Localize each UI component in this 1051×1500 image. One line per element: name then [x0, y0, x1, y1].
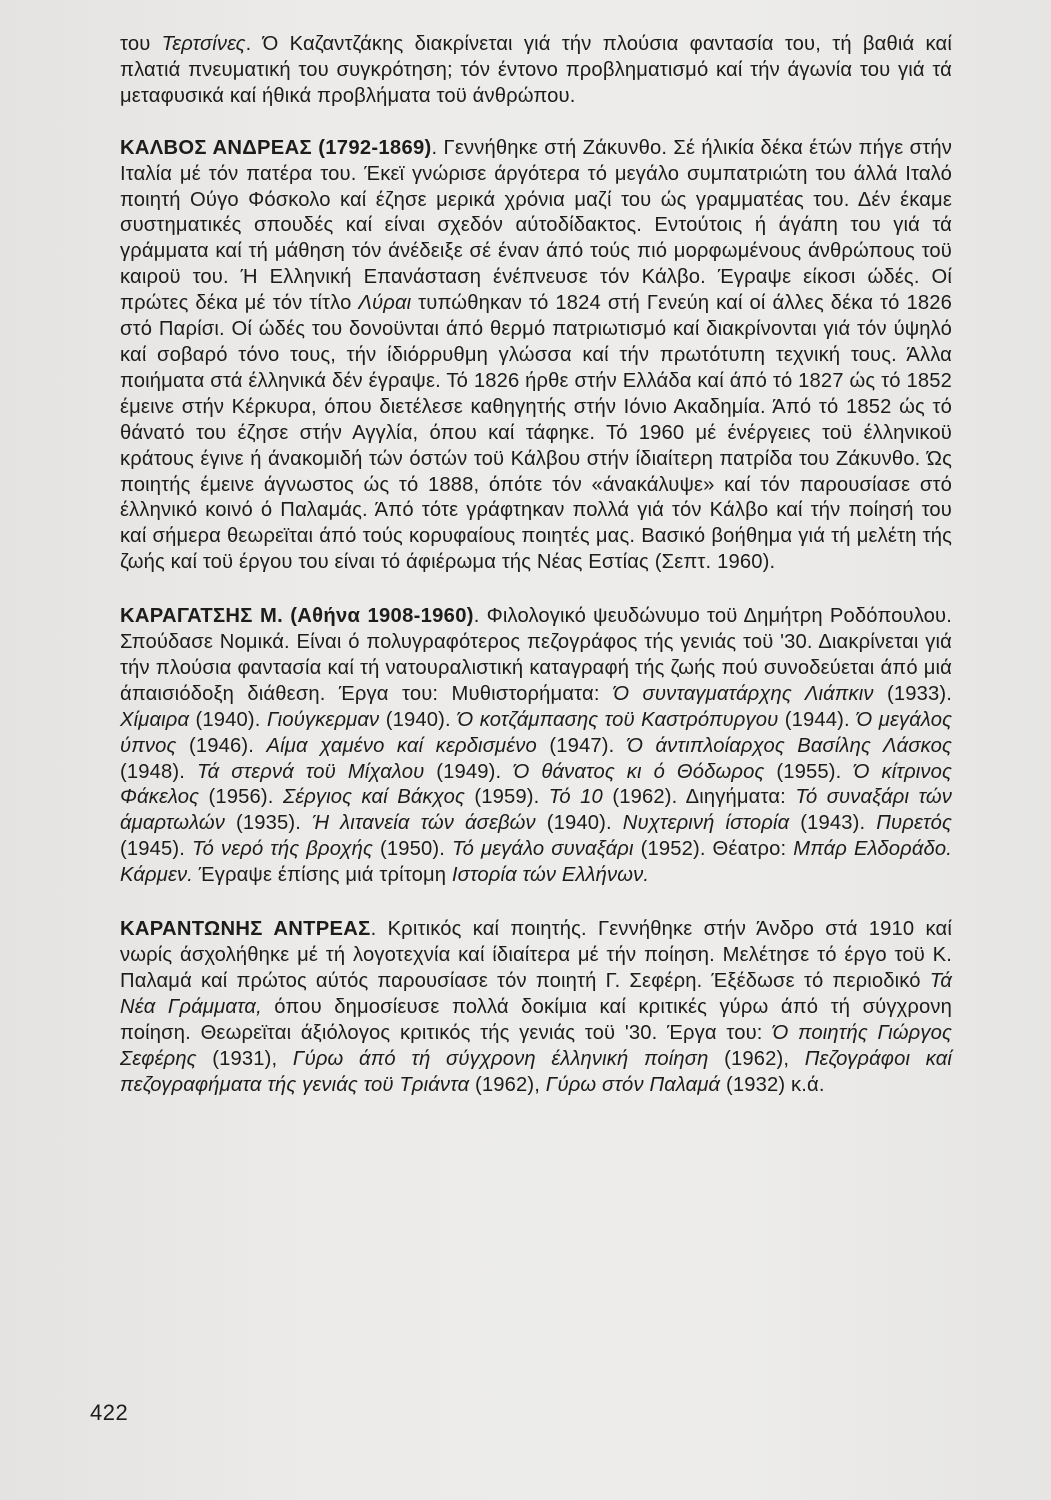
text-run: (1940). — [189, 708, 267, 731]
text-run: (1943). — [789, 812, 877, 835]
text-run: όπου δημοσίευσε πολλά δοκίμια καί κριτικές γύρω άπό τή σύγχρονη ποίηση. Θεωρεϊται άξιόλογος κριτικός τής γενιάς τοϋ '30. Έργα του: — [120, 995, 952, 1044]
text-run: . Γεννήθηκε στή Ζάκυνθο. Σέ ήλικία δέκα έτών πήγε στήν Ιταλία μέ τόν πατέρα του. Έκεϊ γνώρισε άργότερα τό μεγάλο συμπατριώτη του άλλά Ιταλό ποιητή Ούγο Φόσκολο καί έζησε μερικά χρόνια μαζί του ώς γραμματέας του. Δέν έκαμε συστηματικές σπουδές καί είναι σχεδόν αύτοδίδακτος. Εντούτοις ή άγάπη του γιά τά γράμματα καί τή μάθηση τόν άνέδειξε σέ έναν άπό τούς πιό μορφωμένους άνθρώπους τοϋ καιροϋ του. Ή Ελληνική Επανάσταση ένέπνευσε τόν Κάλβο. Έγραψε είκοσι ώδές. Οί πρώτες δέκα μέ τόν τίτλο — [120, 136, 953, 315]
text-run: του — [120, 33, 162, 55]
entry-karagatsis — [120, 604, 952, 889]
work-title: Ό ποιητής Γιώργος Σεφέρης — [120, 1021, 952, 1070]
work-title: Γιούγκερμαν — [266, 708, 380, 731]
text-run: (1959). — [464, 786, 549, 809]
work-title: Νυχτερινή ίστορία — [622, 812, 790, 835]
work-title: Ό κοτζάμπασης τοϋ Καστρόπυργου — [457, 708, 779, 731]
text-run: (1945). — [120, 838, 192, 861]
text-run: (1962), — [469, 1073, 546, 1096]
work-title: Λύραι — [358, 292, 412, 315]
work-title: Τό μεγάλο συναξάρι — [451, 838, 634, 861]
work-title: Ό συνταγματάρχης Λιάπκιν — [612, 682, 874, 705]
work-title: Πυρετός — [876, 812, 953, 835]
text-run: (1944). — [778, 708, 857, 731]
text-run: (1956). — [199, 786, 283, 809]
text-run: (1933). — [873, 682, 952, 705]
text-column — [120, 32, 952, 1126]
text-run: Έγραψε έπίσης μιά τρίτομη — [192, 864, 452, 887]
work-title: Ό μεγάλος ύπνος — [120, 708, 953, 757]
entry-heading: ΚΑΡΑΝΤΩΝΗΣ ΑΝΤΡΕΑΣ — [120, 918, 371, 941]
text-run: (1932) κ.ά. — [720, 1073, 825, 1096]
entry-kalvos — [120, 136, 952, 576]
text-run: (1931), — [196, 1047, 293, 1070]
work-title: Τό 10 — [548, 786, 603, 809]
text-run: (1946). — [176, 734, 267, 757]
work-title: Χίμαιρα — [120, 708, 190, 731]
text-run: (1940). — [379, 708, 458, 731]
text-run: (1935). — [225, 812, 312, 835]
work-title: Τά Νέα Γράμματα, — [120, 969, 952, 1018]
text-run: τυπώθηκαν τό 1824 στή Γενεύη καί οί άλλες δέκα τό 1826 στό Παρίσι. Οί ώδές του δονοϋνται άπό θερμό πατριωτισμό καί διακρίνονται γιά τόν ύψηλό καί σοβαρό τόνο τους, τήν ίδιόρρυθμη γλώσσα καί τήν πρωτότυπη τεχνική τους. Άλλα ποιήματα στά έλληνικά δέν έγραψε. Τό 1826 ήρθε στήν Ελλάδα καί άπό τό 1827 ώς τό 1852 έμεινε στήν Κέρκυρα, όπου διετέλεσε καθηγητής στήν Ιόνιο Ακαδημία. Άπό τό 1852 ώς τό θάνατό του έζησε στήν Αγγλία, όπου καί τάφηκε. Τό 1960 μέ ένέργειες τοϋ έλληνικοϋ κράτους έγινε ή άνακομιδή τών όστών τοϋ Κάλβου στήν ίδιαίτερη πατρίδα του Ζάκυνθο. Ώς ποιητής έμεινε άγνωστος ώς τό 1888, όπότε τόν «άνακάλυψε» καί τόν παρουσίασε στό έλληνικό κοινό ό Παλαμάς. Άπό τότε γράφτηκαν πολλά γιά τόν Κάλβο καί τήν ποίησή του καί σήμερα θεωρεϊται άπό τούς κορυφαίους ποιητές μας. Βασικό βοήθημα γιά τή μελέτη τής ζωής καί τοϋ έργου του είναι τό άφιέρωμα τής Νέας Εστίας (Σεπτ. 1960). — [120, 292, 952, 574]
text-run: (1952). Θέατρο: — [633, 838, 794, 861]
text-run: (1949). — [424, 760, 514, 783]
work-title: Ό άντιπλοίαρχος Βασίλης Λάσκος — [626, 734, 952, 757]
entry-kazantzakis-tail — [120, 32, 952, 110]
work-title: Τό νερό τής βροχής — [191, 838, 373, 861]
work-title: Ό κίτρινος Φάκελος — [120, 760, 953, 809]
work-title: Ή λιτανεία τών άσεβών — [311, 812, 536, 835]
work-title: Τά στερνά τοϋ Μίχαλου — [196, 760, 425, 783]
text-run: (1955). — [764, 760, 854, 783]
entry-karantonis — [120, 917, 952, 1098]
work-title: Γύρω στόν Παλαμά — [545, 1073, 721, 1096]
text-run: . Ό Καζαντζάκης διακρίνεται γιά τήν πλούσια φαντασία του, τή βαθιά καί πλατιά πνευματική του συγκρότηση; τόν έντονο προβληματισμό καί τήν άγωνία του γιά τά μεταφυσικά καί ήθικά προβλήματα τοϋ άνθρώπου. — [120, 33, 952, 107]
text-run: (1950). — [373, 838, 452, 861]
work-title: Ό θάνατος κι ό Θόδωρος — [513, 760, 765, 783]
text-run: . Κριτικός καί ποιητής. Γεννήθηκε στήν Άνδρο στά 1910 καί νωρίς άσχολήθηκε μέ τή λογοτεχνία καί ίδιαίτερα μέ τήν ποίηση. Μελέτησε τό έργο τοϋ Κ. Παλαμά καί πρώτος αύτός παρουσίασε τόν ποιητή Γ. Σεφέρη. Έξέδωσε τό περιοδικό — [120, 918, 952, 992]
text-run: (1962). Διηγήματα: — [602, 786, 796, 809]
work-title: Ιστορία τών Ελλήνων. — [451, 864, 650, 887]
text-run: (1962), — [708, 1047, 805, 1070]
text-run: . Φιλολογικό ψευδώνυμο τοϋ Δημήτρη Ροδόπουλου. Σπούδασε Νομικά. Είναι ό πολυγραφότερος πεζογράφος τής γενιάς τοϋ '30. Διακρίνεται γιά τήν πλούσια φαντασία καί τή νατουραλιστική καταγραφή τής ζωής πού συνοδεύεται άπό μιά άπαισιόδοξη διάθεση. Έργα του: Μυθιστορήματα: — [120, 605, 952, 705]
work-title: Μπάρ Ελδοράδο. Κάρμεν. — [120, 838, 952, 887]
text-run: (1940). — [535, 812, 623, 835]
work-title: Τερτσίνες — [161, 33, 246, 55]
work-title: Γύρω άπό τή σύγχρονη έλληνική ποίηση — [292, 1047, 709, 1070]
text-run: (1947). — [536, 734, 627, 757]
page-number: 422 — [90, 1400, 129, 1425]
work-title: Αίμα χαμένο καί κερδισμένο — [266, 734, 537, 757]
text-run: (1948). — [120, 760, 197, 783]
work-title: Σέργιος καί Βάκχος — [282, 786, 465, 809]
work-title: Τό συναξάρι τών άμαρτωλών — [120, 786, 953, 835]
entry-heading: ΚΑΡΑΓΑΤΣΗΣ Μ. (Αθήνα 1908-1960) — [120, 605, 474, 628]
work-title: Πεζογράφοι καί πεζογραφήματα τής γενιάς τοϋ Τριάντα — [120, 1047, 953, 1096]
entry-heading: ΚΑΛΒΟΣ ΑΝΔΡΕΑΣ (1792-1869) — [120, 136, 432, 159]
